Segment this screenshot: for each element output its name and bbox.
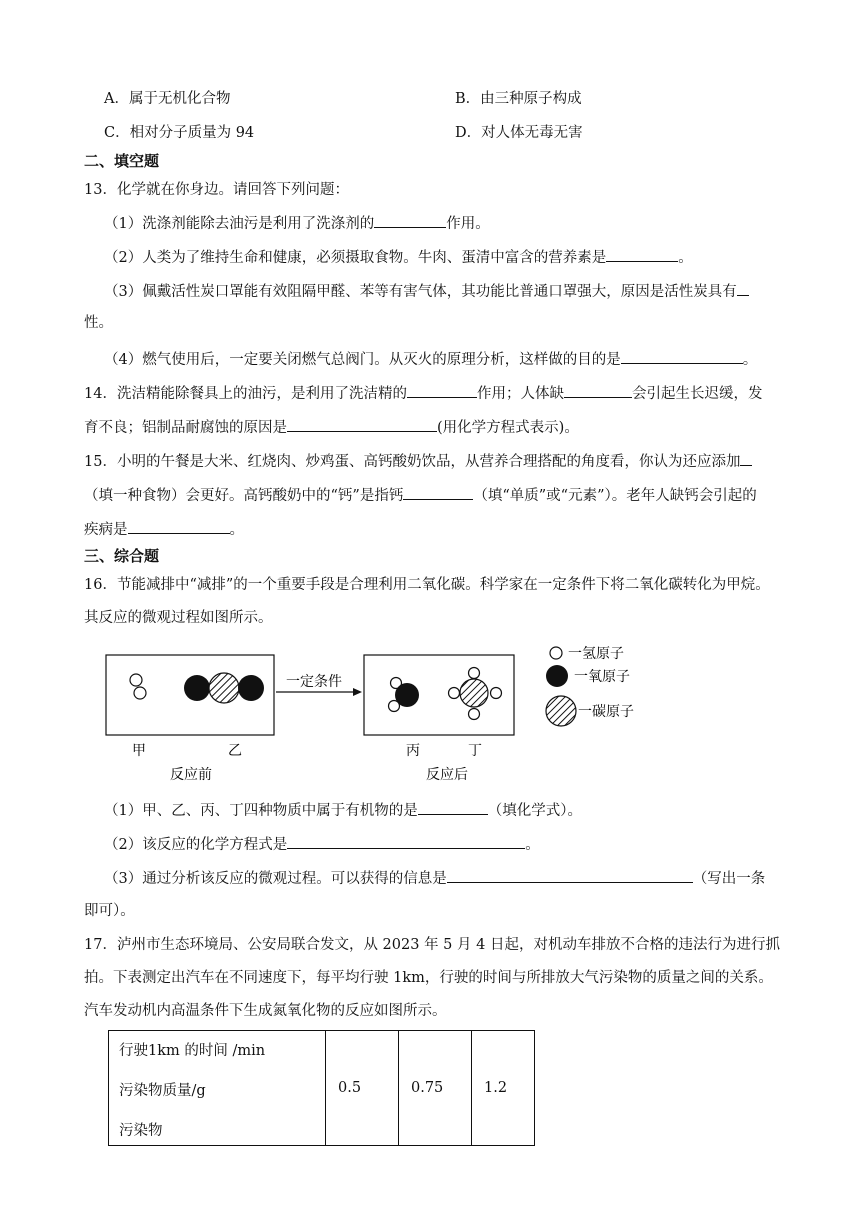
hydrogen-atom xyxy=(469,668,480,679)
arrow-condition-label: 一定条件 xyxy=(286,673,342,689)
q13-part4 xyxy=(104,348,757,370)
label-ding: 丁 xyxy=(468,742,482,758)
carbon-atom xyxy=(460,679,488,707)
hydrogen-atom xyxy=(449,688,460,699)
answer-blank[interactable] xyxy=(287,833,525,849)
label-before: 反应前 xyxy=(170,766,212,782)
q16-part1-tail: （填化学式）。 xyxy=(487,803,582,819)
q14-text-c: 会引起生长迟缓，发 xyxy=(631,386,763,402)
section-title-comprehensive: 三、综合题 xyxy=(84,547,160,565)
q15-line3 xyxy=(84,518,244,540)
hydrogen-atom xyxy=(491,688,502,699)
q13-part4-text: （4）燃气使用后，一定要关闭燃气总阀门。从灭火的原理分析，这样做的目的是 xyxy=(104,352,621,368)
hydrogen-atom xyxy=(389,701,400,712)
answer-blank[interactable] xyxy=(621,348,743,364)
q15-line2 xyxy=(84,484,757,506)
q16-line2: 其反应的微观过程如图所示。 xyxy=(84,610,273,626)
legend-hydrogen-icon xyxy=(550,647,562,659)
option-c: C．相对分子质量为 94 xyxy=(104,125,255,141)
label-bing: 丙 xyxy=(406,742,420,758)
q14-text-e: (用化学方程式表示)。 xyxy=(437,420,579,436)
q16-part1-text: （1）甲、乙、丙、丁四种物质中属于有机物的是 xyxy=(104,803,418,819)
q13-part4-tail: 。 xyxy=(742,352,758,368)
q14-line2 xyxy=(84,416,579,438)
row-label-time: 行驶1km 的时间 /min xyxy=(119,1043,266,1059)
q16-part1 xyxy=(104,799,582,821)
legend-hydrogen-label: 一氢原子 xyxy=(568,645,624,661)
answer-blank[interactable] xyxy=(403,484,473,500)
legend-carbon-icon xyxy=(546,696,576,726)
table-row xyxy=(109,1031,535,1146)
answer-blank[interactable] xyxy=(606,246,678,262)
q13-part1-tail: 作用。 xyxy=(446,216,490,232)
q13-stem: 13．化学就在你身边。请回答下列问题： xyxy=(84,182,349,198)
q15-text-e: 。 xyxy=(229,522,244,538)
q14-text-d: 育不良；铝制品耐腐蚀的原因是 xyxy=(84,420,287,436)
legend-carbon-label: 一碳原子 xyxy=(578,703,634,719)
q16-part3 xyxy=(104,867,765,889)
oxygen-atom xyxy=(238,675,264,701)
label-yi: 乙 xyxy=(228,742,242,758)
label-jia: 甲 xyxy=(132,742,146,758)
q13-part3-line2: 性。 xyxy=(84,315,113,331)
q16-part3-text: （3）通过分析该反应的微观过程。可以获得的信息是 xyxy=(104,871,447,887)
q16-part2-text: （2）该反应的化学方程式是 xyxy=(104,837,288,853)
q16-part3-line2: 即可）。 xyxy=(84,903,135,919)
q17-line1: 17．泸州市生态环境局、公安局联合发文，从 2023 年 5 月 4 日起，对机动车排放不合格的违法行为进行抓 xyxy=(84,937,780,953)
q13-part1-text: （1）洗涤剂能除去油污是利用了洗涤剂的 xyxy=(104,216,375,232)
q15-text-b: （填一种食物）会更好。高钙酸奶中的“钙”是指钙 xyxy=(84,488,404,504)
reaction-micro-diagram xyxy=(100,638,660,788)
option-d: D．对人体无毒无害 xyxy=(455,125,583,141)
q13-part1 xyxy=(104,212,490,234)
legend-oxygen-label: 一氧原子 xyxy=(574,668,630,684)
answer-blank[interactable] xyxy=(418,799,488,815)
q15-text-c: （填“单质”或“元素”）。老年人缺钙会引起的 xyxy=(473,488,757,504)
row-label-mass: 污染物质量/g xyxy=(119,1083,206,1099)
answer-blank[interactable] xyxy=(447,867,693,883)
legend-oxygen-icon xyxy=(546,665,568,687)
arrow-head xyxy=(353,688,362,696)
table-header-cell xyxy=(109,1031,326,1146)
hydrogen-atom xyxy=(130,674,142,686)
q13-part2-text: （2）人类为了维持生命和健康，必须摄取食物。牛肉、蛋清中富含的营养素是 xyxy=(104,250,607,266)
q17-line2: 拍。下表测定出汽车在不同速度下，每平均行驶 1km，行驶的时间与所排放大气污染物的质量之间的关系。 xyxy=(84,970,773,986)
q16-part2-tail: 。 xyxy=(525,837,540,853)
table-cell-value: 0.75 xyxy=(399,1031,472,1146)
q14-text-b: 作用；人体缺 xyxy=(476,386,564,402)
q15-text-d: 疾病是 xyxy=(84,522,128,538)
q14-line1 xyxy=(84,382,762,404)
hydrogen-atom xyxy=(469,709,480,720)
table-cell-value: 0.5 xyxy=(326,1031,399,1146)
q15-text-a: 15．小明的午餐是大米、红烧肉、炒鸡蛋、高钙酸奶饮品，从营养合理搭配的角度看，你认为还应添加 xyxy=(84,454,741,470)
q13-part2-tail: 。 xyxy=(678,250,693,266)
q13-part3-text: （3）佩戴活性炭口罩能有效阻隔甲醛、苯等有害气体，其功能比普通口罩强大，原因是活性炭具有 xyxy=(104,284,737,300)
row-label-pollutant: 污染物 xyxy=(119,1123,163,1139)
carbon-atom xyxy=(209,673,239,703)
hydrogen-atom xyxy=(134,687,146,699)
answer-blank[interactable] xyxy=(737,280,749,296)
option-a: A．属于无机化合物 xyxy=(104,91,231,107)
answer-blank[interactable] xyxy=(564,382,632,398)
q16-line1: 16．节能减排中“减排”的一个重要手段是合理利用二氧化碳。科学家在一定条件下将二氧化碳转化为甲烷。 xyxy=(84,577,770,593)
q15-line1 xyxy=(84,450,752,472)
q13-part2 xyxy=(104,246,693,268)
answer-blank[interactable] xyxy=(407,382,477,398)
oxygen-atom xyxy=(184,675,210,701)
answer-blank[interactable] xyxy=(740,450,752,466)
option-b: B．由三种原子构成 xyxy=(455,91,582,107)
answer-blank[interactable] xyxy=(287,416,437,432)
q16-part3-tail: （写出一条 xyxy=(692,871,766,887)
section-title-fill-in: 二、填空题 xyxy=(84,152,160,170)
q14-text-a: 14．洗洁精能除餐具上的油污，是利用了洗洁精的 xyxy=(84,386,407,402)
q13-part3 xyxy=(104,280,749,302)
q16-part2 xyxy=(104,833,540,855)
answer-blank[interactable] xyxy=(374,212,446,228)
pollutant-table xyxy=(108,1030,535,1146)
label-after: 反应后 xyxy=(426,766,468,782)
q17-line3: 汽车发动机内高温条件下生成氮氧化物的反应如图所示。 xyxy=(84,1003,447,1019)
answer-blank[interactable] xyxy=(128,518,230,534)
table-cell-value: 1.2 xyxy=(472,1031,535,1146)
